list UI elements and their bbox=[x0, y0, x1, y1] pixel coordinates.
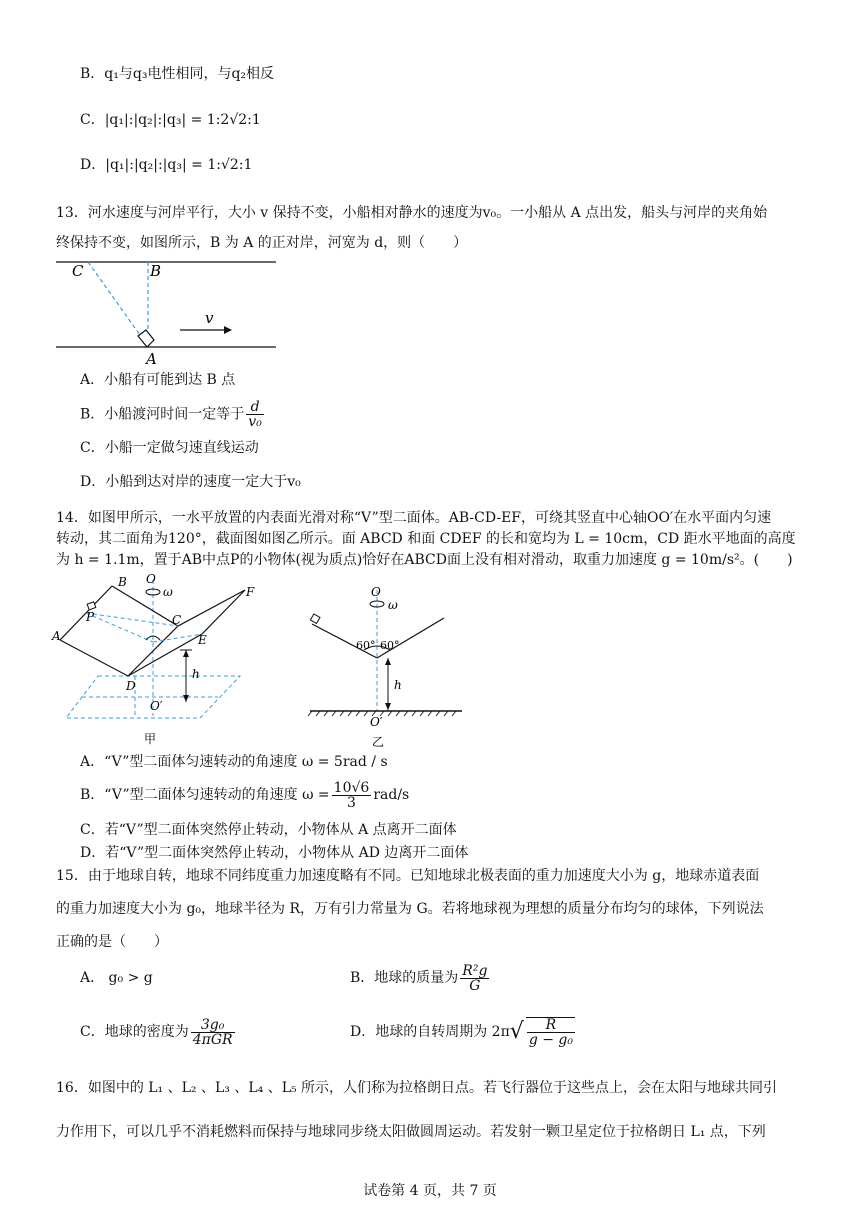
svg-text:甲: 甲 bbox=[144, 732, 157, 746]
svg-text:E: E bbox=[198, 633, 207, 647]
q15-option-c: C．地球的密度为 $\frac{\text{3g₀}}{\text{4πGR}}$ bbox=[80, 1016, 233, 1048]
q14-stem-line3: 为 h = 1.1m，置于AB中点P的小物体(视为质点)恰好在ABCD面上没有相对滑动，取重力加速度 g = 10m/s²。( ) bbox=[56, 552, 793, 568]
svg-text:h: h bbox=[192, 667, 200, 681]
svg-text:P: P bbox=[86, 610, 95, 624]
svg-text:O: O bbox=[146, 572, 156, 586]
q15-stem-line1: 15．由于地球自转，地球不同纬度重力加速度略有不同。已知地球北极表面的重力加速度大小为 g，地球赤道表面 bbox=[56, 868, 760, 884]
q13-option-a: A．小船有可能到达 B 点 bbox=[80, 372, 236, 388]
svg-text:D: D bbox=[126, 679, 136, 693]
q14-option-a: A．“V”型二面体匀速转动的角速度 ω = 5rad / s bbox=[80, 754, 388, 770]
q15-option-a: A． g₀ > g bbox=[80, 970, 153, 986]
q15-option-d: D．地球的自转周期为 2π√ $\frac{R}{\text{g − g₀}}$ bbox=[350, 1017, 573, 1048]
svg-text:60°: 60° bbox=[380, 639, 400, 652]
q14-stem-line1: 14．如图甲所示，一水平放置的内表面光滑对称“V”型二面体。AB-CD-EF，可绕其竖直中心轴OO′在水平面内匀速 bbox=[56, 510, 772, 526]
svg-text:乙: 乙 bbox=[372, 735, 385, 749]
svg-text:O: O bbox=[371, 585, 381, 599]
q14-stem-line2: 转动，其二面角为120°，截面图如图乙所示。面 ABCD 和面 CDEF 的长和宽均为 L = 10cm，CD 距水平地面的高度 bbox=[56, 531, 796, 547]
q15-stem-line2: 的重力加速度大小为 g₀，地球半径为 R，万有引力常量为 G。若将地球视为理想的质量分布均匀的球体，下列说法 bbox=[56, 901, 764, 917]
q14-figure-jia bbox=[50, 572, 265, 750]
svg-text:C: C bbox=[172, 613, 182, 627]
q12-option-d: D．|q₁|:|q₂|:|q₃| = 1:√2:1 bbox=[80, 157, 253, 173]
svg-text:B: B bbox=[118, 575, 127, 589]
svg-text:O′: O′ bbox=[150, 699, 163, 713]
svg-text:h: h bbox=[394, 678, 402, 692]
label-a: A bbox=[146, 350, 157, 368]
page-footer: 试卷第 4 页，共 7 页 bbox=[363, 1183, 497, 1199]
q14-option-d: D．若“V”型二面体突然停止转动，小物体从 AD 边离开二面体 bbox=[80, 845, 469, 861]
q13-stem-line2: 终保持不变，如图所示，B 为 A 的正对岸，河宽为 d，则（ ） bbox=[56, 235, 468, 251]
label-b: B bbox=[150, 262, 162, 280]
q13-option-b: B．小船渡河时间一定等于 $\frac{d}{\text{v₀}}$ bbox=[80, 399, 262, 430]
q12-option-c: C．|q₁|:|q₂|:|q₃| = 1:2√2:1 bbox=[80, 112, 261, 128]
q16-stem-line2: 力作用下，可以几乎不消耗燃料而保持与地球同步绕太阳做圆周运动。若发射一颗卫星定位于拉格朗日 L₁ 点，下列 bbox=[56, 1124, 766, 1140]
svg-text:A: A bbox=[52, 629, 61, 643]
q13-stem-line1: 13．河水速度与河岸平行，大小 v 保持不变，小船相对静水的速度为v₀。一小船从 A 点出发，船头与河岸的夹角始 bbox=[56, 205, 768, 221]
q14-option-b: B．“V”型二面体匀速转动的角速度 ω = $\frac{10√6}{3}$ rad/s bbox=[80, 779, 410, 811]
q12-option-b: B．q₁与q₃电性相同，与q₂相反 bbox=[80, 66, 275, 82]
label-v: v bbox=[205, 309, 214, 327]
svg-text:60°: 60° bbox=[356, 639, 376, 652]
q14-figure-yi bbox=[302, 582, 472, 750]
svg-text:O′: O′ bbox=[370, 715, 383, 729]
q16-stem-line1: 16．如图中的 L₁ 、L₂ 、L₃ 、L₄ 、L₅ 所示，人们称为拉格朗日点。若飞行器位于这些点上，会在太阳与地球共同引 bbox=[56, 1080, 778, 1096]
q14-option-c: C．若“V”型二面体突然停止转动，小物体从 A 点离开二面体 bbox=[80, 822, 457, 838]
svg-text:F: F bbox=[246, 585, 255, 599]
label-c: C bbox=[72, 262, 84, 280]
q13-option-c: C．小船一定做匀速直线运动 bbox=[80, 440, 259, 456]
q15-option-b: B．地球的质量为 $\frac{\text{R²g}}{G}$ bbox=[350, 962, 488, 994]
svg-text:ω: ω bbox=[388, 598, 398, 612]
q13-river-figure bbox=[50, 256, 280, 368]
q15-stem-line3: 正确的是（ ） bbox=[56, 934, 168, 950]
svg-text:ω: ω bbox=[163, 585, 173, 599]
q13-option-d: D．小船到达对岸的速度一定大于v₀ bbox=[80, 474, 301, 490]
